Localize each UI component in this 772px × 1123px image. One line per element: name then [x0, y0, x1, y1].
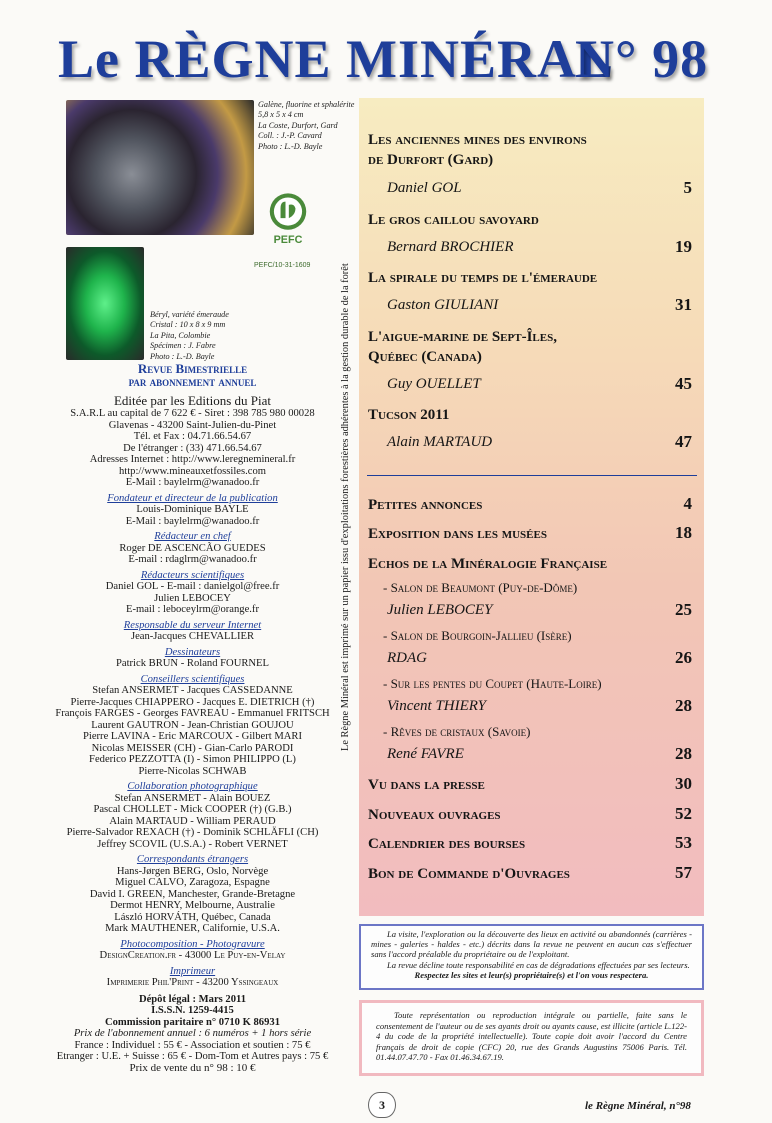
section-line: Imprimerie Phil'Print - 43200 Yssingeaux: [106, 977, 279, 988]
section-title: Photocomposition - Photogravure: [120, 938, 265, 950]
toc-rubric-page: 57: [675, 863, 692, 882]
section-line: David I. GREEN, Manchester, Grande-Bretagne: [89, 888, 296, 900]
email-link[interactable]: Daniel GOL - E-mail : danielgol@free.fr: [105, 581, 280, 592]
toc-echo-page: 26: [675, 648, 692, 667]
email-link[interactable]: E-Mail : baylelrm@wanadoo.fr: [125, 515, 260, 527]
galena-fluorite-photo: [66, 100, 254, 235]
email-link[interactable]: E-mail : rdaglrm@wanadoo.fr: [128, 554, 257, 565]
toc-echo-author: RDAG: [387, 650, 427, 666]
toc-article-title[interactable]: La spirale du temps de l'émeraude: [368, 270, 598, 286]
section-line: Patrick BRUN - Roland FOURNEL: [115, 658, 269, 669]
section-line: Federico PEZZOTTA (I) - Simon PHILIPPO (L): [89, 754, 296, 765]
toc-rubric-page: 4: [683, 494, 692, 513]
company-line: Tél. et Fax : 04.71.66.54.67: [133, 431, 252, 442]
company-line: S.A.R.L au capital de 7 622 € - Siret : 398 785 980 00028: [70, 408, 315, 419]
toc-article-page: 31: [675, 295, 692, 314]
section-title: Rédacteurs scientifiques: [140, 569, 245, 581]
toc-echo-author: Julien LEBOCEY: [387, 602, 493, 618]
toc-rubric-page: 52: [675, 804, 692, 823]
section-title: Fondateur et directeur de la publication: [107, 492, 278, 504]
toc-echo-page: 25: [675, 600, 692, 619]
toc-article-author: Gaston GIULIANI: [387, 297, 499, 313]
footer-title: le Règne Minéral, n°98: [585, 1100, 691, 1112]
editor: Editée par les Editions du Piat: [113, 393, 272, 408]
toc-rubric-title[interactable]: Echos de la Minéralogie Française: [368, 556, 608, 572]
section-line: Louis-Dominique BAYLE: [136, 504, 249, 515]
toc-article-author: Bernard BROCHIER: [387, 239, 514, 255]
toc-article-author: Guy OUELLET: [387, 376, 481, 392]
emerald-photo: [66, 247, 144, 360]
pricing-line: Etranger : U.E. + Suisse : 65 € - Dom-Tom et Autres pays : 75 €: [56, 1051, 329, 1062]
page-number: 3: [368, 1092, 396, 1118]
copyright-notice: Toute représentation ou reproduction intégrale ou partielle, faite sans le consentement de l'auteur ou de ses ayants droit ou ayants cause, est illicite (article L.122-4 du code de la propriété intellectuelle). Toute copie doit avoir l'accord du Centre français de droit de copie (CFC) 20, rue des Grands Augustins 75006 Paris. Tél. 01.44.07.47.70 - Fax 01.46.34.67.19.: [359, 1000, 704, 1076]
toc-article-page: 19: [675, 237, 692, 256]
toc-echo-title[interactable]: - Salon de Beaumont (Puy-de-Dôme): [383, 580, 578, 595]
section-line: Jeffrey SCOVIL (U.S.A.) - Robert VERNET: [97, 838, 288, 850]
section-line: Pierre LAVINA - Eric MARCOUX - Gilbert MARI: [82, 731, 302, 742]
masthead: [40, 362, 345, 1074]
section-line: Pierre-Salvador REXACH (†) - Dominik SCHLÄFLI (CH): [66, 827, 319, 838]
legal-deposit: Dépôt légal : Mars 2011: [138, 993, 247, 1005]
website-link[interactable]: http://www.mineauxetfossiles.com: [118, 465, 266, 477]
toc-rubric-title[interactable]: Exposition dans les musées: [368, 526, 547, 542]
company-line: De l'étranger : (33) 471.66.54.67: [123, 442, 262, 454]
website-link[interactable]: Adresses Internet : http://www.leregnemineral.fr: [89, 454, 296, 465]
toc-rubric-title[interactable]: Calendrier des bourses: [368, 836, 526, 852]
section-title: Dessinateurs: [164, 646, 221, 658]
section-line: Hans-Jørgen BERG, Oslo, Norvège: [116, 865, 269, 877]
section-line: Laurent GAUTRON - Jean-Christian GOUJOU: [91, 719, 294, 731]
section-line: Nicolas MEISSER (CH) - Gian-Carlo PARODI: [91, 742, 294, 754]
magazine-title: Le RÈGNE MINÉRAL: [58, 29, 615, 89]
toc-echo-page: 28: [675, 696, 692, 715]
toc-article-author: Alain MARTAUD: [387, 434, 493, 450]
toc-rubric-page: 18: [675, 523, 692, 542]
toc-rubric-title[interactable]: Vu dans la presse: [368, 777, 485, 793]
pricing-line: Prix de vente du n° 98 : 10 €: [129, 1061, 256, 1074]
revue-subtitle: par abonnement annuel: [128, 374, 257, 389]
toc-echo-page: 28: [675, 744, 692, 763]
revue-title: Revue Bimestrielle: [137, 361, 248, 376]
pricing-line: France : Individuel : 55 € - Association et soutien : 75 €: [74, 1039, 311, 1051]
toc-echo-title[interactable]: - Salon de Bourgoin-Jallieu (Isère): [383, 628, 572, 643]
toc-rubric-page: 30: [675, 774, 692, 793]
toc-article-title[interactable]: L'aigue-marine de Sept-Îles, Québec (Canada): [368, 329, 557, 365]
section-title: Responsable du serveur Internet: [123, 619, 262, 631]
section-line: Stefan ANSERMET - Jacques CASSEDANNE: [92, 685, 293, 696]
section-title: Correspondants étrangers: [136, 854, 249, 865]
section-title: Rédacteur en chef: [154, 531, 231, 542]
magazine-header: [0, 28, 772, 100]
section-line: Pascal CHOLLET - Mick COOPER (†) (G.B.): [93, 804, 292, 815]
section-title: Imprimeur: [169, 965, 216, 977]
pefc-code: PEFC/10-31-1609: [254, 262, 311, 269]
toc-article-page: 45: [675, 374, 692, 393]
company-line: Glavenas - 43200 Saint-Julien-du-Pinet: [108, 419, 277, 431]
svg-text:PEFC: PEFC: [273, 234, 303, 247]
toc-rubric-title[interactable]: Bon de Commande d'Ouvrages: [368, 866, 570, 882]
toc-article-title[interactable]: Les anciennes mines des environs de Durfort (Gard): [368, 132, 587, 168]
section-line: Pierre-Nicolas SCHWAB: [138, 765, 247, 777]
section-line: Julien LEBOCEY: [154, 592, 231, 604]
toc-article-author: Daniel GOL: [387, 180, 462, 196]
toc-rubric-title[interactable]: Nouveaux ouvrages: [368, 807, 501, 823]
pricing-line: Prix de l'abonnement annuel : 6 numéros + 1 hors série: [73, 1028, 312, 1039]
photo1-caption: Galène, fluorine et sphalérite 5,8 x 5 x 4 cm La Coste, Durfort, Gard Coll. : J.-P. Cavard Photo : L.-D. Bayle: [258, 100, 355, 151]
section-line: Alain MARTAUD - William PERAUD: [109, 815, 276, 827]
photo2-caption: Béryl, variété émeraude Cristal : 10 x 8 x 9 mm La Pita, Colombie Spécimen : J. Fabre Photo : L.-D. Bayle: [150, 310, 229, 361]
issn: I.S.S.N. 1259-4415: [151, 1005, 234, 1016]
section-title: Conseillers scientifiques: [140, 673, 245, 685]
section-line: DesignCreation.fr - 43000 Le Puy-en-Velay: [99, 950, 286, 961]
section-line: François FARGES - Georges FAVREAU - Emmanuel FRITSCH: [55, 708, 330, 719]
email-link[interactable]: E-mail : leboceylrm@orange.fr: [125, 604, 259, 615]
email-link[interactable]: E-Mail : baylelrm@wanadoo.fr: [125, 477, 260, 488]
section-line: Miguel CALVO, Zaragoza, Espagne: [115, 877, 270, 888]
toc-article-title[interactable]: Tucson 2011: [368, 407, 450, 423]
section-line: Dermot HENRY, Melbourne, Australie: [110, 900, 275, 911]
toc-echo-title[interactable]: - Rêves de cristaux (Savoie): [383, 724, 531, 739]
toc-rubric-title[interactable]: Petites annonces: [368, 497, 483, 513]
section-line: Jean-Jacques CHEVALLIER: [130, 631, 255, 642]
toc-article-title[interactable]: Le gros caillou savoyard: [368, 212, 539, 228]
toc-echo-title[interactable]: - Sur les pentes du Coupet (Haute-Loire): [383, 676, 602, 691]
table-of-contents: [359, 98, 704, 916]
section-line: Mark MAUTHENER, Californie, U.S.A.: [105, 923, 280, 934]
section-line: László HORVÁTH, Québec, Canada: [114, 911, 271, 923]
section-title: Collaboration photographique: [127, 781, 258, 792]
toc-rubric-page: 53: [675, 833, 692, 852]
section-line: Pierre-Jacques CHIAPPERO - Jacques E. DIETRICH (†): [70, 696, 315, 708]
toc-echo-author: René FAVRE: [387, 746, 464, 762]
pefc-logo-icon: [255, 190, 321, 248]
section-line: Roger DE ASCENCÃO GUEDES: [119, 542, 266, 554]
toc-article-page: 47: [675, 432, 692, 451]
visit-disclaimer: La visite, l'exploration ou la découverte des lieux en activité ou abandonnés (carrières - mines - galeries - haldes - etc.) décrits dans la revue ne peuvent en aucun cas s'effectuer sans l'accord préalable du propriétaire ou de l'exploitant. La revue décline toute responsabilité en cas de dégradations effectuées par ses lecteurs. Respectez les sites et leur(s) propriétaire(s) et l'on vous respectera.: [359, 924, 704, 990]
vertical-paper-note: Le Règne Minéral est imprimé sur un papier issu d'exploitations forestières adhérentes à la gestion durable de la forêt: [340, 263, 351, 752]
toc-echo-author: Vincent THIERY: [387, 698, 487, 714]
commission: Commission paritaire n° 0710 K 86931: [104, 1016, 280, 1028]
toc-article-page: 5: [683, 178, 692, 197]
toc-divider: [367, 475, 697, 476]
section-line: Stefan ANSERMET - Alain BOUEZ: [114, 792, 271, 804]
issue-number: N° 98: [575, 29, 709, 89]
